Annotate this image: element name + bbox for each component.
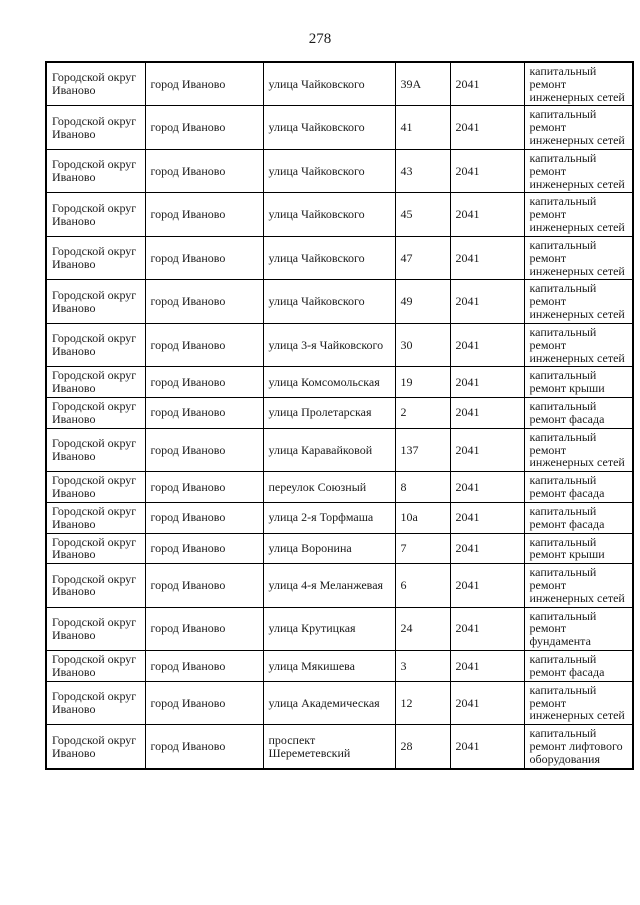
cell-work: капитальный ремонт инженерных сетей: [524, 280, 633, 323]
cell-house: 10а: [395, 502, 450, 533]
cell-house: 30: [395, 323, 450, 366]
cell-work: капитальный ремонт крыши: [524, 533, 633, 564]
table-row: [46, 323, 633, 366]
cell-locality: город Иваново: [145, 428, 263, 471]
table-row: [46, 428, 633, 471]
table-row: [46, 398, 633, 429]
cell-house: 24: [395, 607, 450, 650]
cell-year: 2041: [450, 681, 524, 724]
cell-house: 28: [395, 725, 450, 769]
cell-street: улица Чайковского: [263, 149, 395, 192]
cell-house: 49: [395, 280, 450, 323]
table-row: [46, 367, 633, 398]
cell-district: Городской округ Иваново: [46, 472, 145, 503]
table-row: [46, 236, 633, 279]
cell-work: капитальный ремонт фасада: [524, 398, 633, 429]
cell-house: 137: [395, 428, 450, 471]
cell-locality: город Иваново: [145, 607, 263, 650]
cell-district: Городской округ Иваново: [46, 651, 145, 682]
cell-work: капитальный ремонт инженерных сетей: [524, 681, 633, 724]
cell-street: улица Чайковского: [263, 62, 395, 106]
cell-locality: город Иваново: [145, 323, 263, 366]
cell-district: Городской округ Иваново: [46, 193, 145, 236]
cell-locality: город Иваново: [145, 472, 263, 503]
cell-year: 2041: [450, 533, 524, 564]
cell-year: 2041: [450, 323, 524, 366]
cell-district: Городской округ Иваново: [46, 106, 145, 149]
cell-district: Городской округ Иваново: [46, 533, 145, 564]
cell-house: 45: [395, 193, 450, 236]
cell-year: 2041: [450, 502, 524, 533]
cell-locality: город Иваново: [145, 106, 263, 149]
cell-work: капитальный ремонт фундамента: [524, 607, 633, 650]
cell-year: 2041: [450, 564, 524, 607]
cell-locality: город Иваново: [145, 725, 263, 769]
cell-district: Городской округ Иваново: [46, 323, 145, 366]
cell-house: 43: [395, 149, 450, 192]
cell-street: улица 2-я Торфмаша: [263, 502, 395, 533]
cell-year: 2041: [450, 651, 524, 682]
table-row: [46, 62, 633, 106]
cell-street: улица Каравайковой: [263, 428, 395, 471]
cell-street: улица Академическая: [263, 681, 395, 724]
table-row: [46, 280, 633, 323]
cell-house: 2: [395, 398, 450, 429]
cell-year: 2041: [450, 106, 524, 149]
table-row: [46, 149, 633, 192]
cell-work: капитальный ремонт инженерных сетей: [524, 149, 633, 192]
cell-street: проспект Шереметевский: [263, 725, 395, 769]
cell-house: 8: [395, 472, 450, 503]
cell-house: 6: [395, 564, 450, 607]
cell-street: улица Воронина: [263, 533, 395, 564]
table-row: [46, 533, 633, 564]
cell-street: улица Комсомольская: [263, 367, 395, 398]
cell-locality: город Иваново: [145, 149, 263, 192]
cell-year: 2041: [450, 367, 524, 398]
cell-district: Городской округ Иваново: [46, 428, 145, 471]
cell-district: Городской округ Иваново: [46, 367, 145, 398]
cell-year: 2041: [450, 236, 524, 279]
cell-locality: город Иваново: [145, 398, 263, 429]
cell-year: 2041: [450, 193, 524, 236]
cell-district: Городской округ Иваново: [46, 564, 145, 607]
cell-year: 2041: [450, 472, 524, 503]
cell-street: улица Мякишева: [263, 651, 395, 682]
cell-street: улица Чайковского: [263, 280, 395, 323]
cell-district: Городской округ Иваново: [46, 502, 145, 533]
cell-street: улица 3-я Чайковского: [263, 323, 395, 366]
cell-house: 3: [395, 651, 450, 682]
cell-district: Городской округ Иваново: [46, 236, 145, 279]
cell-district: Городской округ Иваново: [46, 607, 145, 650]
cell-house: 12: [395, 681, 450, 724]
table-row: [46, 502, 633, 533]
cell-work: капитальный ремонт инженерных сетей: [524, 236, 633, 279]
cell-year: 2041: [450, 725, 524, 769]
cell-locality: город Иваново: [145, 193, 263, 236]
cell-street: улица Пролетарская: [263, 398, 395, 429]
cell-work: капитальный ремонт инженерных сетей: [524, 193, 633, 236]
table-row: [46, 193, 633, 236]
cell-work: капитальный ремонт фасада: [524, 502, 633, 533]
cell-year: 2041: [450, 62, 524, 106]
cell-district: Городской округ Иваново: [46, 725, 145, 769]
cell-year: 2041: [450, 280, 524, 323]
cell-locality: город Иваново: [145, 280, 263, 323]
cell-house: 19: [395, 367, 450, 398]
cell-district: Городской округ Иваново: [46, 62, 145, 106]
table-body: [46, 62, 633, 769]
cell-locality: город Иваново: [145, 564, 263, 607]
table-row: [46, 725, 633, 769]
cell-year: 2041: [450, 428, 524, 471]
cell-locality: город Иваново: [145, 681, 263, 724]
cell-house: 47: [395, 236, 450, 279]
cell-house: 39А: [395, 62, 450, 106]
cell-house: 7: [395, 533, 450, 564]
cell-locality: город Иваново: [145, 651, 263, 682]
table-row: [46, 106, 633, 149]
cell-work: капитальный ремонт инженерных сетей: [524, 428, 633, 471]
table-row: [46, 607, 633, 650]
table-row: [46, 681, 633, 724]
cell-work: капитальный ремонт инженерных сетей: [524, 564, 633, 607]
cell-street: улица Чайковского: [263, 193, 395, 236]
cell-house: 41: [395, 106, 450, 149]
cell-work: капитальный ремонт инженерных сетей: [524, 62, 633, 106]
cell-street: улица 4-я Меланжевая: [263, 564, 395, 607]
cell-locality: город Иваново: [145, 367, 263, 398]
cell-district: Городской округ Иваново: [46, 398, 145, 429]
cell-district: Городской округ Иваново: [46, 280, 145, 323]
cell-street: улица Чайковского: [263, 236, 395, 279]
page-number: 278: [308, 31, 332, 47]
cell-work: капитальный ремонт инженерных сетей: [524, 323, 633, 366]
cell-work: капитальный ремонт фасада: [524, 472, 633, 503]
cell-locality: город Иваново: [145, 533, 263, 564]
cell-locality: город Иваново: [145, 502, 263, 533]
cell-year: 2041: [450, 398, 524, 429]
table-row: [46, 472, 633, 503]
cell-year: 2041: [450, 607, 524, 650]
cell-district: Городской округ Иваново: [46, 681, 145, 724]
cell-locality: город Иваново: [145, 236, 263, 279]
cell-work: капитальный ремонт инженерных сетей: [524, 106, 633, 149]
cell-locality: город Иваново: [145, 62, 263, 106]
cell-work: капитальный ремонт фасада: [524, 651, 633, 682]
cell-district: Городской округ Иваново: [46, 149, 145, 192]
cell-work: капитальный ремонт крыши: [524, 367, 633, 398]
capital-repair-plan-table: [45, 61, 634, 770]
table-row: [46, 651, 633, 682]
table-row: [46, 564, 633, 607]
cell-street: переулок Союзный: [263, 472, 395, 503]
cell-street: улица Крутицкая: [263, 607, 395, 650]
cell-year: 2041: [450, 149, 524, 192]
cell-street: улица Чайковского: [263, 106, 395, 149]
cell-work: капитальный ремонт лифтового оборудования: [524, 725, 633, 769]
